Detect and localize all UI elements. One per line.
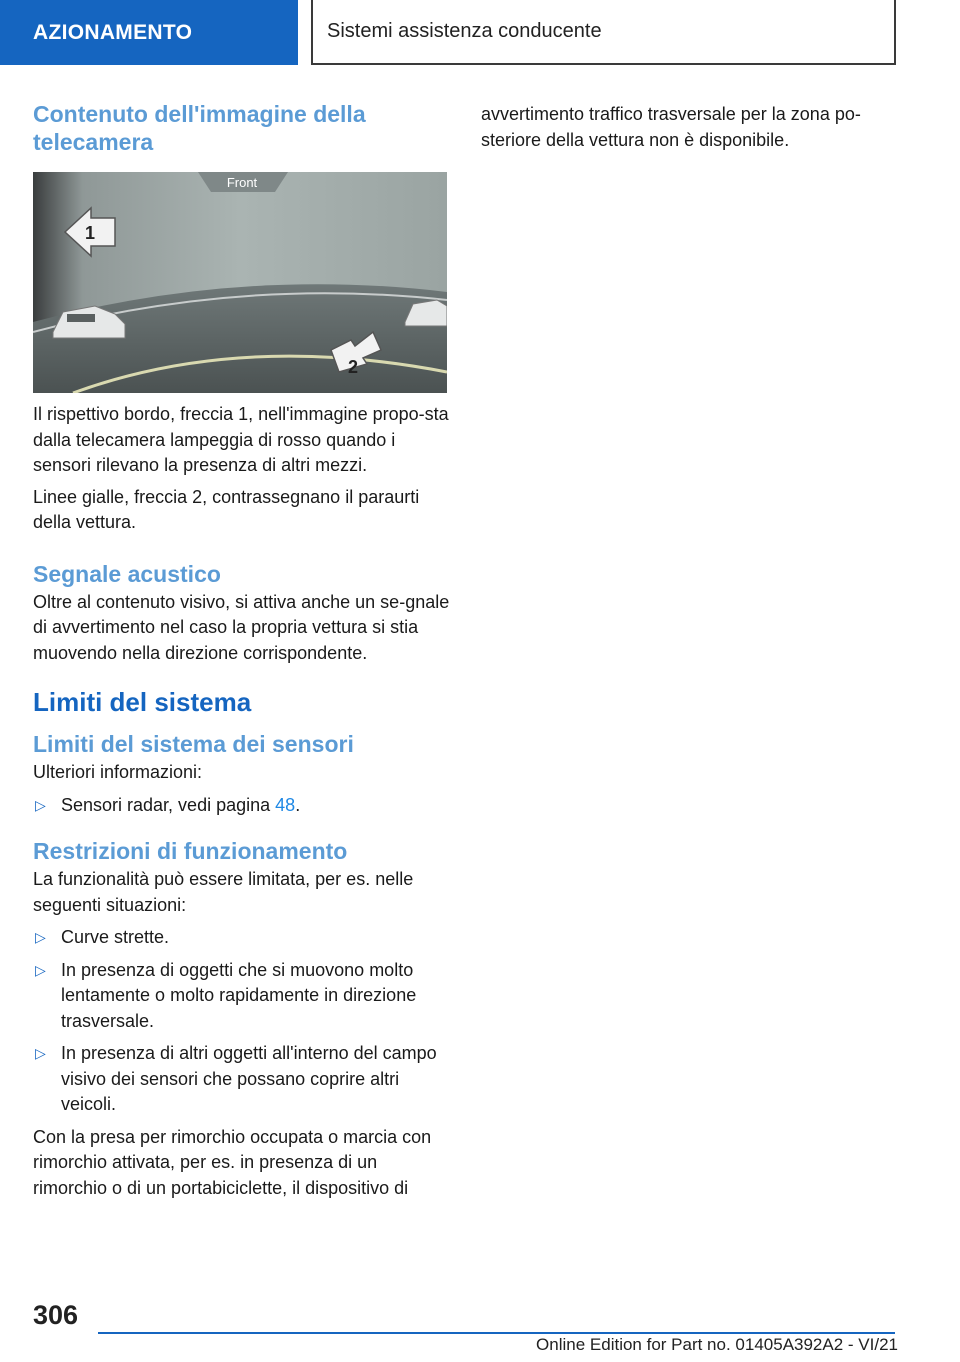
list-item: ▷ In presenza di oggetti che si muovono molto lentamente o molto rapidamente in direzione trasversale. (35, 959, 417, 1031)
sensor-list (33, 793, 451, 819)
heading-system-limits: Limiti del sistema (33, 687, 252, 717)
arrow-2-label: 2 (347, 357, 359, 377)
para-trailer: Con la presa per rimorchio occupata o marcia con rimorchio attivata, per es. in presenza di un rimorchio o di un portabiciclette, il dispositivo di (33, 1126, 432, 1198)
list-item: ▷ In presenza di altri oggetti all'interno del campo visivo dei sensori che possano coprire altri veicoli. (35, 1043, 437, 1114)
heading-sensor-limits: Limiti del sistema dei sensori (33, 731, 354, 757)
triangle-bullet-icon: ▷ (35, 929, 46, 945)
list-item: ▷ Sensori radar, vedi pagina 48. (33, 793, 451, 819)
page-number: 306 (33, 1300, 79, 1330)
para-camera-1: Il rispettivo bordo, freccia 1, nell'immagine propo-sta dalla telecamera lampeggia di rosso quando i sensori rilevano la presenza di altri mezzi. (33, 404, 449, 475)
para-restrictions: La funzionalità può essere limitata, per es. nelle seguenti situazioni: (33, 869, 414, 915)
camera-image-figure (33, 172, 447, 393)
triangle-bullet-icon: ▷ (35, 796, 46, 813)
section-title: Sistemi assistenza conducente (327, 20, 602, 42)
page-link[interactable]: 48 (275, 794, 296, 815)
restriction-list (33, 925, 451, 1118)
para-camera-2: Linee gialle, freccia 2, contrassegnano il paraurti della vettura. (33, 486, 420, 532)
para-continued: avvertimento traffico trasversale per la zona po-steriore della vettura non è disponibile. (481, 104, 861, 150)
footer-divider (98, 1332, 895, 1334)
heading-camera-content: Contenuto dell'immagine della telecamera (33, 101, 366, 155)
para-more-info: Ulteriori informazioni: (33, 762, 203, 782)
heading-restrictions: Restrizioni di funzionamento (33, 838, 348, 864)
right-column (481, 102, 901, 153)
chapter-title: AZIONAMENTO (33, 20, 193, 44)
triangle-bullet-icon: ▷ (35, 1045, 46, 1061)
section-header (311, 0, 896, 65)
front-label: Front (226, 175, 258, 190)
chapter-tab (0, 0, 298, 65)
heading-acoustic: Segnale acustico (33, 560, 221, 587)
car-left-window (67, 314, 95, 322)
footer-edition: Online Edition for Part no. 01405A392A2 - VI/21 (536, 1335, 898, 1354)
list-item: ▷ Curve strette. (33, 925, 451, 951)
arrow-1-label: 1 (84, 223, 96, 243)
left-column (33, 100, 451, 1201)
triangle-bullet-icon: ▷ (35, 961, 46, 978)
para-acoustic: Oltre al contenuto visivo, si attiva anche un se-gnale di avvertimento nel caso la propria vettura si stia muovendo nella direzione corrispondente. (33, 591, 450, 663)
